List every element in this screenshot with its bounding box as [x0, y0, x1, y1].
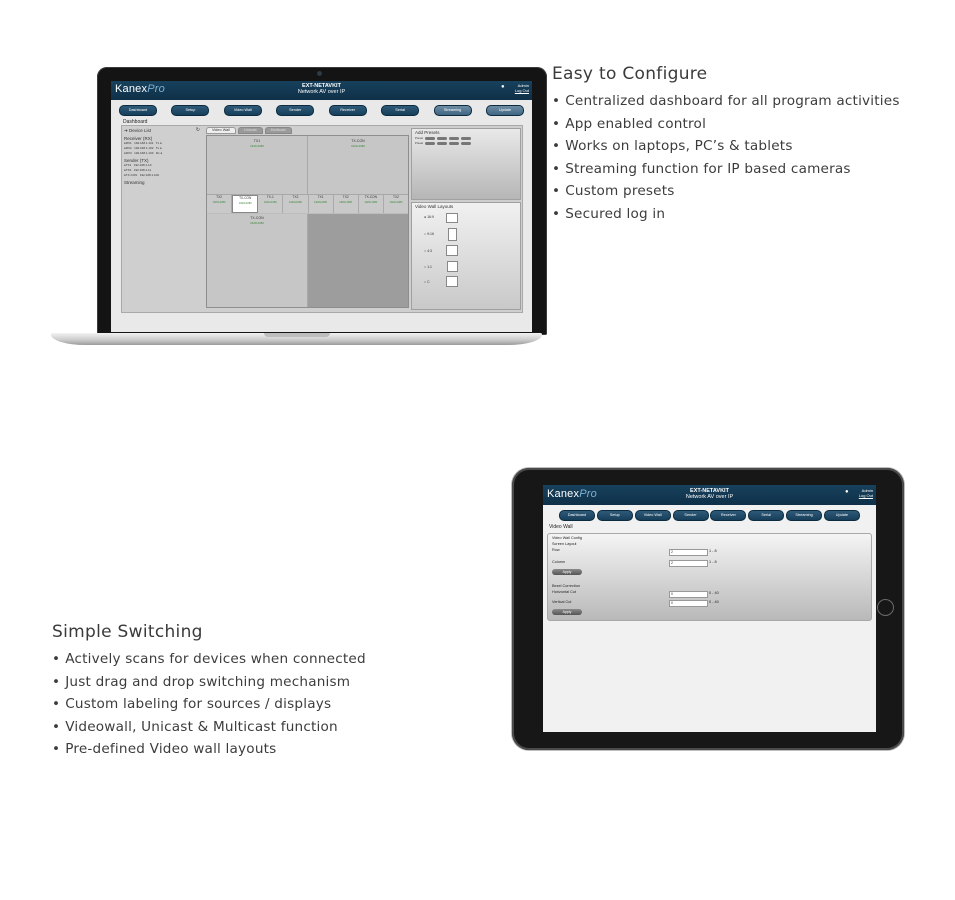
- model-subtitle: Network AV over IP: [297, 89, 346, 95]
- row-input[interactable]: 2: [669, 549, 708, 556]
- presets-title: Add Presets: [415, 130, 440, 135]
- nav-dashboard[interactable]: Dashboard: [119, 105, 157, 116]
- feature-bullet: • Custom labeling for sources / displays: [52, 693, 366, 716]
- horizontal-cut-input[interactable]: 0: [669, 591, 708, 598]
- tablet-mockup: [512, 468, 904, 750]
- feature-bullet: • Actively scans for devices when connected: [52, 648, 366, 671]
- row-label: Row: [552, 548, 560, 552]
- tile-status: 1920x1080: [250, 144, 264, 148]
- list-item[interactable]: ●TX-CON 192.168.1.100: [124, 173, 160, 177]
- laptop-lid: [97, 67, 547, 335]
- home-button: [877, 599, 894, 616]
- user-name: Admin: [517, 83, 529, 88]
- layout-preview: [447, 261, 458, 272]
- horizontal-label: Horizontal Cut: [552, 590, 577, 594]
- device-list-panel: [124, 128, 202, 308]
- layout-preview: [448, 228, 457, 241]
- preset-row: Preset: [412, 136, 520, 141]
- nav-sender[interactable]: Sender: [276, 105, 314, 116]
- feature-bullet: • Pre-defined Video wall layouts: [52, 738, 366, 761]
- column-label: Column: [552, 560, 566, 564]
- column-range: 1 - 8: [709, 560, 717, 564]
- layout-preview: [446, 245, 458, 256]
- feature-switching: [52, 622, 366, 761]
- tab-unicast[interactable]: Unicast: [238, 127, 263, 134]
- vertical-label: Vertical Cut: [552, 600, 572, 604]
- layouts-panel: [411, 202, 521, 310]
- source-tile-selected[interactable]: TX-CON 1920x1080: [232, 195, 258, 213]
- feature-bullet: • Streaming function for IP based cameras: [552, 158, 900, 181]
- tile-row: [207, 195, 408, 213]
- layout-preview: [446, 213, 458, 223]
- logout-link[interactable]: Log Out: [514, 88, 529, 93]
- nav-receiver[interactable]: Receiver: [710, 510, 746, 521]
- camera-icon: [317, 71, 322, 76]
- model-subtitle: Network AV over IP: [685, 494, 734, 500]
- wall-screen[interactable]: [207, 136, 308, 195]
- layout-option[interactable]: ○ 1:1: [424, 265, 432, 269]
- nav-streaming[interactable]: Streaming: [434, 105, 472, 116]
- feature-bullet: • Just drag and drop switching mechanism: [52, 671, 366, 694]
- nav-sender[interactable]: Sender: [673, 510, 709, 521]
- page-title: Video Wall: [549, 524, 573, 530]
- receiver-list: [124, 141, 202, 156]
- apply-button[interactable]: Apply: [552, 609, 582, 615]
- source-tile[interactable]: TX2 1920x1080: [384, 195, 408, 213]
- user-name: Admin: [861, 488, 873, 493]
- nav-setup[interactable]: Setup: [171, 105, 209, 116]
- feature-bullet: • App enabled control: [552, 113, 900, 136]
- layout-option[interactable]: ● 16:9: [424, 215, 434, 219]
- list-item[interactable]: ●TX2 192.168.1.11: [124, 168, 152, 172]
- tab-video-wall[interactable]: Video Wall: [206, 127, 236, 134]
- user-menu: [515, 83, 529, 93]
- kanex-logo: KanexPro: [547, 488, 597, 500]
- nav-video-wall[interactable]: Video Wall: [635, 510, 671, 521]
- source-tile[interactable]: TX-CON 1920x1080: [359, 195, 384, 213]
- screen-layout-label: Screen Layout: [552, 542, 577, 546]
- bezel-title: Bezel Correction: [552, 584, 581, 588]
- user-icon: ●: [845, 489, 849, 495]
- preset-row: Preset: [412, 141, 520, 146]
- nav-serial[interactable]: Serial: [748, 510, 784, 521]
- list-item[interactable]: ●RX1 192.168.1.101 Tx ●: [124, 141, 162, 145]
- source-tile[interactable]: TX1 1920x1080: [309, 195, 334, 213]
- nav-serial[interactable]: Serial: [381, 105, 419, 116]
- tile-label: TX1: [253, 139, 261, 143]
- view-tabs: [206, 127, 292, 134]
- app-title: [543, 488, 876, 500]
- feature-configure: [552, 64, 900, 225]
- model-name: EXT-NETAVKIT: [302, 83, 341, 89]
- nav-setup[interactable]: Setup: [597, 510, 633, 521]
- user-icon: ●: [501, 84, 505, 90]
- tablet-screen: [543, 485, 876, 732]
- kanex-logo: KanexPro: [115, 83, 165, 95]
- wall-screen[interactable]: [308, 136, 408, 195]
- tile-label: TX-CON: [351, 139, 365, 143]
- streaming-header: Streaming: [124, 180, 145, 185]
- layout-option[interactable]: ○ 9:16: [424, 232, 434, 236]
- model-name: EXT-NETAVKIT: [690, 488, 729, 494]
- feature-bullet: • Centralized dashboard for all program activities: [552, 90, 900, 113]
- vertical-range: 0 - 40: [709, 600, 719, 604]
- nav-streaming[interactable]: Streaming: [786, 510, 822, 521]
- laptop-mockup: [51, 67, 542, 355]
- tile-label: TX-CON: [250, 216, 264, 220]
- feature-bullet: • Custom presets: [552, 180, 900, 203]
- logout-link[interactable]: Log Out: [858, 493, 873, 498]
- config-title: Video Wall Config: [552, 536, 582, 540]
- nav-update[interactable]: Update: [824, 510, 860, 521]
- list-item[interactable]: ●TX1 192.168.1.10: [124, 163, 152, 167]
- tab-multicast[interactable]: Multicast: [265, 127, 292, 134]
- source-tile[interactable]: TX-1 1920x1080: [258, 195, 283, 213]
- device-list-title: ➔ Device List: [124, 128, 152, 133]
- laptop-screen: [111, 81, 532, 332]
- nav-dashboard[interactable]: Dashboard: [559, 510, 595, 521]
- feature-bullet: • Secured log in: [552, 203, 900, 226]
- feature-title: Easy to Configure: [552, 64, 708, 84]
- nav-bar: [559, 510, 860, 520]
- vertical-cut-input[interactable]: 0: [669, 600, 708, 607]
- page-title: Dashboard: [123, 119, 148, 125]
- layouts-title: Video Wall Layouts: [415, 204, 454, 209]
- video-wall-config-panel: [547, 533, 872, 621]
- source-tile[interactable]: TX2 1920x1080: [207, 195, 232, 213]
- receiver-header: Receiver (RX): [124, 136, 153, 141]
- refresh-icon[interactable]: ↻: [195, 127, 200, 133]
- video-wall-area: [206, 135, 409, 308]
- user-menu: [859, 488, 873, 498]
- source-tile[interactable]: TX2 1920x1080: [334, 195, 359, 213]
- layout-option[interactable]: ○ C: [424, 280, 430, 284]
- app-header: [543, 485, 876, 505]
- app-header: [111, 81, 532, 100]
- list-item[interactable]: ●RX3 192.168.1.103 Rx ●: [124, 151, 163, 155]
- nav-bar: [119, 105, 524, 115]
- dashboard-panel: [121, 125, 523, 313]
- feature-bullet: • Videowall, Unicast & Multicast function: [52, 716, 366, 739]
- app-title: [111, 83, 532, 95]
- laptop-notch: [264, 333, 330, 337]
- source-tile[interactable]: TX2 1920x1080: [283, 195, 308, 213]
- horizontal-range: 0 - 40: [709, 591, 719, 595]
- tile-status: 1920x1080: [351, 144, 365, 148]
- wall-screen[interactable]: [207, 214, 308, 307]
- nav-video-wall[interactable]: Video Wall: [224, 105, 262, 116]
- apply-button[interactable]: Apply: [552, 569, 582, 575]
- nav-update[interactable]: Update: [486, 105, 524, 116]
- tile-status: 1920x1080: [250, 221, 264, 225]
- layout-option[interactable]: ○ 4:3: [424, 249, 432, 253]
- feature-title: Simple Switching: [52, 622, 203, 642]
- layout-preview: [446, 276, 458, 287]
- sender-list: [124, 163, 202, 178]
- nav-receiver[interactable]: Receiver: [329, 105, 367, 116]
- presets-panel: [411, 128, 521, 200]
- list-item[interactable]: ●RX2 192.168.1.102 Tx ●: [124, 146, 162, 150]
- column-input[interactable]: 2: [669, 560, 708, 567]
- row-range: 1 - 8: [709, 549, 717, 553]
- feature-bullet: • Works on laptops, PC’s & tablets: [552, 135, 900, 158]
- wall-screen-empty[interactable]: [308, 214, 408, 307]
- sender-header: Sender (TX): [124, 158, 149, 163]
